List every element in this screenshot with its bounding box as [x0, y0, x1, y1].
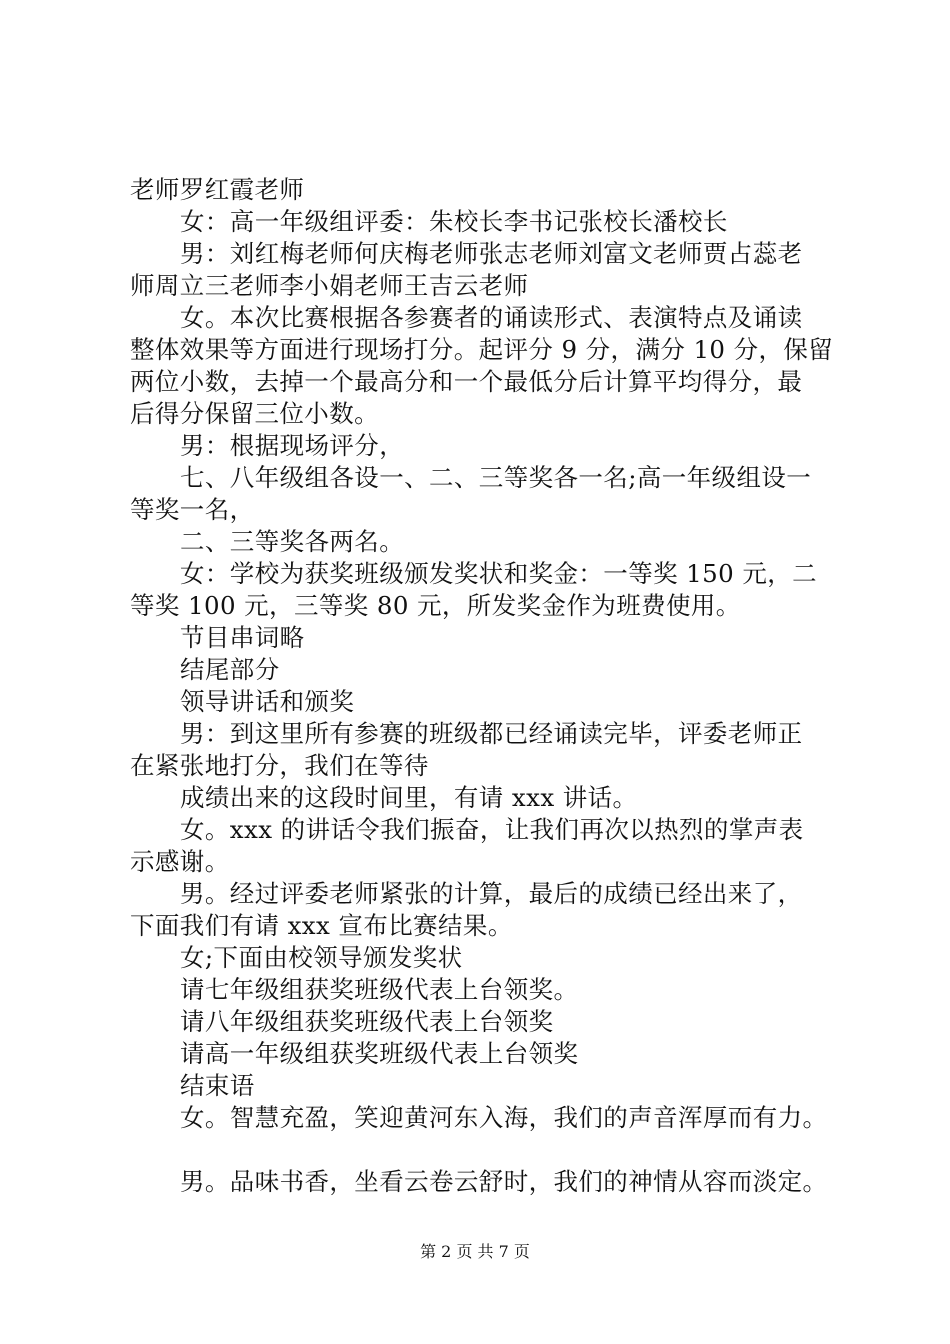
- text-line: 示感谢。: [130, 847, 230, 876]
- text-line: 师周立三老师李小娟老师王吉云老师: [130, 271, 529, 300]
- text-line: 两位小数，去掉一个最高分和一个最低分后计算平均得分，最: [130, 367, 803, 396]
- text-line: 等奖一名，: [130, 495, 255, 524]
- text-line: 请七年级组获奖班级代表上台领奖。: [180, 975, 579, 1004]
- text-line: 下面我们有请 xxx 宣布比赛结果。: [130, 911, 513, 940]
- text-line: 男：根据现场评分，: [180, 431, 405, 460]
- text-line: 七、八年级组各设一、二、三等奖各一名;高一年级组设一: [180, 463, 812, 492]
- text-line: 在紧张地打分，我们在等待: [130, 751, 429, 780]
- page-number-footer: 第 2 页 共 7 页: [420, 1242, 530, 1261]
- text-line: 女。本次比赛根据各参赛者的诵读形式、表演特点及诵读: [180, 303, 803, 332]
- text-line: 女;下面由校领导颁发奖状: [180, 943, 463, 972]
- text-line: 请八年级组获奖班级代表上台领奖: [180, 1007, 554, 1036]
- text-line: 结束语: [180, 1071, 255, 1100]
- text-line: 女。智慧充盈，笑迎黄河东入海，我们的声音浑厚而有力。: [180, 1103, 828, 1132]
- text-line: 等奖 100 元，三等奖 80 元，所发奖金作为班费使用。: [130, 591, 741, 620]
- text-line: 老师罗红霞老师: [130, 175, 305, 204]
- text-line: 男：到这里所有参赛的班级都已经诵读完毕，评委老师正: [180, 719, 803, 748]
- text-line: 请高一年级组获奖班级代表上台领奖: [180, 1039, 579, 1068]
- text-line: 男。品味书香，坐看云卷云舒时，我们的神情从容而淡定。: [180, 1167, 828, 1196]
- text-line: 后得分保留三位小数。: [130, 399, 379, 428]
- text-line: 节目串词略: [180, 623, 305, 652]
- text-line: 女。xxx 的讲话令我们振奋，让我们再次以热烈的掌声表: [180, 815, 804, 844]
- text-line: 二、三等奖各两名。: [180, 527, 405, 556]
- text-line: 整体效果等方面进行现场打分。起评分 9 分，满分 10 分，保留: [130, 335, 834, 364]
- text-line: 男。经过评委老师紧张的计算，最后的成绩已经出来了，: [180, 879, 803, 908]
- text-line: 男：刘红梅老师何庆梅老师张志老师刘富文老师贾占蕊老: [180, 239, 803, 268]
- text-line: 结尾部分: [180, 655, 280, 684]
- text-line: 女：学校为获奖班级颁发奖状和奖金：一等奖 150 元，二: [180, 559, 818, 588]
- text-line: 女：高一年级组评委：朱校长李书记张校长潘校长: [180, 207, 728, 236]
- text-line: 领导讲话和颁奖: [180, 687, 355, 716]
- text-line: 成绩出来的这段时间里，有请 xxx 讲话。: [180, 783, 638, 812]
